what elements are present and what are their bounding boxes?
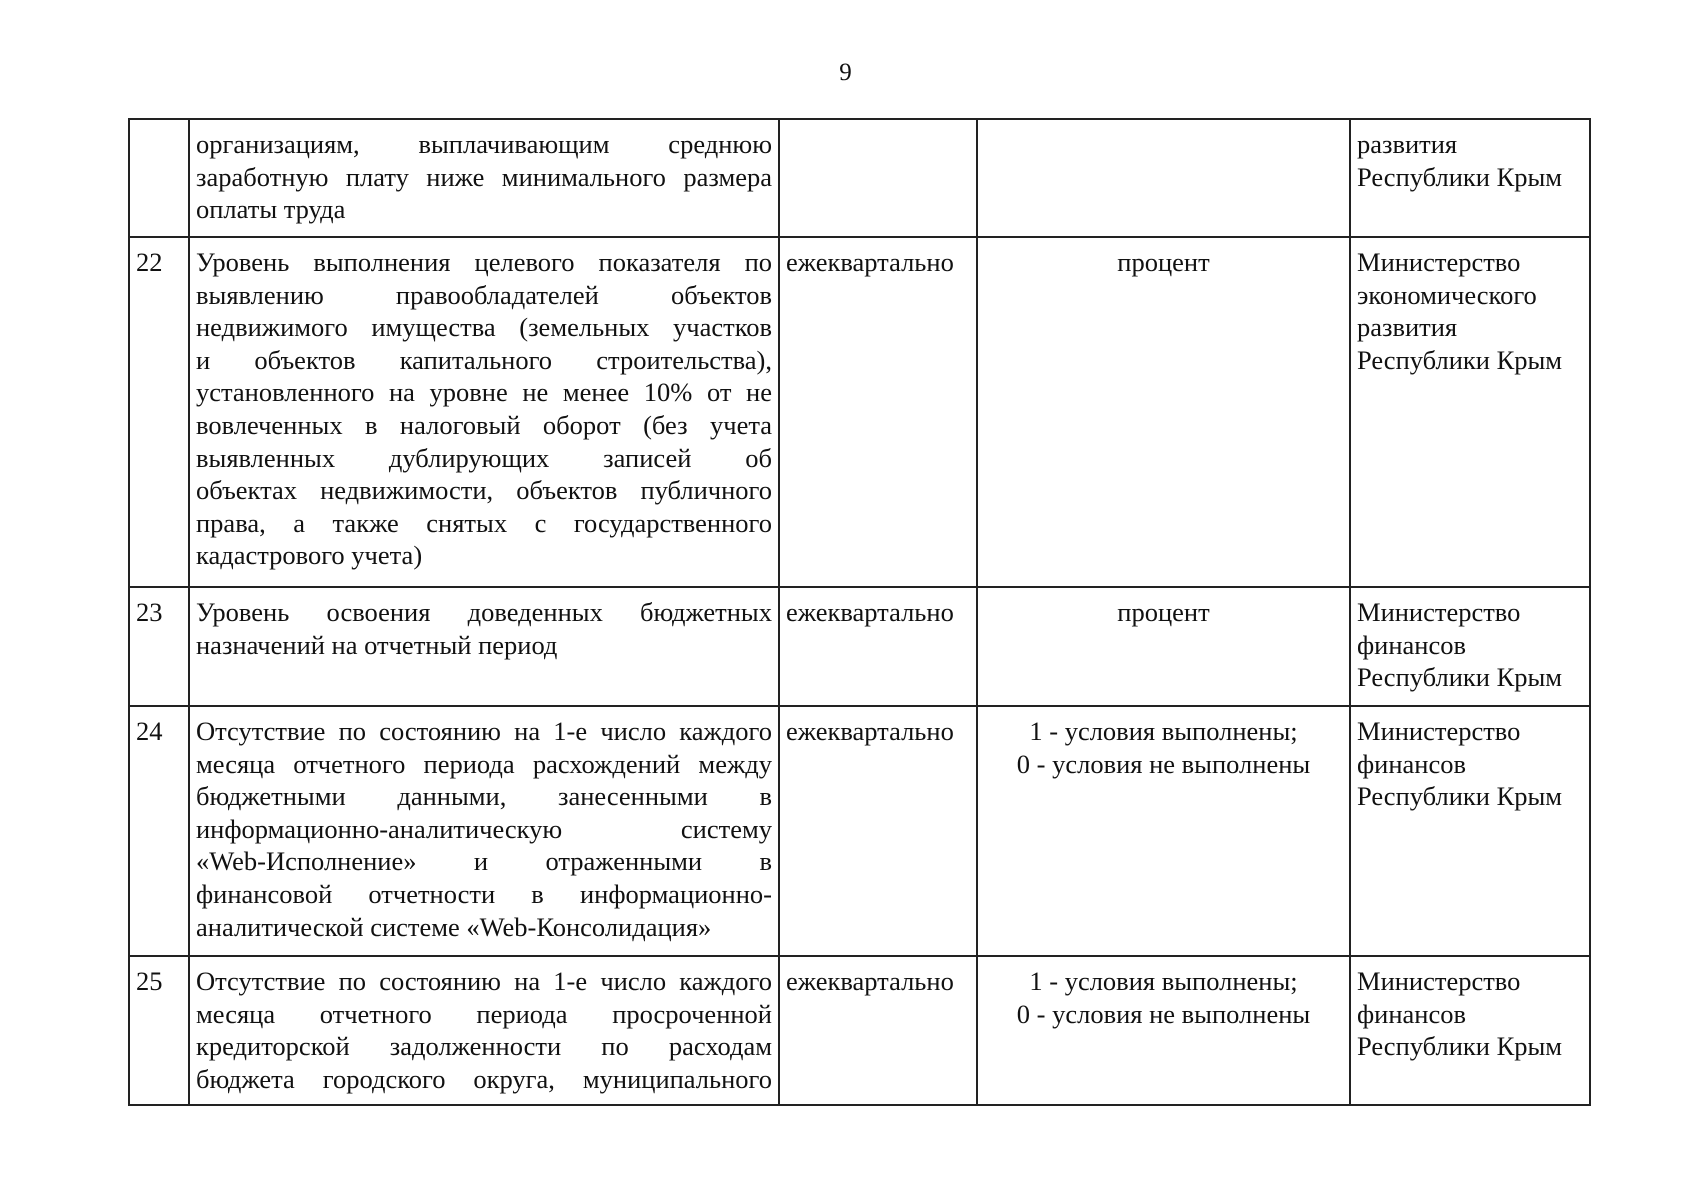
responsible-line: Министерство: [1357, 597, 1521, 627]
responsible-line: Республики Крым: [1357, 662, 1563, 693]
unit-line: 0 - условия не выполнены: [1016, 748, 1311, 779]
responsible-line: развития: [1357, 129, 1458, 159]
responsible-line: развития: [1357, 312, 1458, 343]
unit-line: 1 - условия выполнены;: [1029, 966, 1298, 996]
unit-line: процент: [1117, 597, 1210, 627]
indicator-name-line: выявлению правообладателей объектов: [196, 279, 772, 310]
responsible-line: Республики Крым: [1357, 781, 1563, 812]
responsible-line: Министерство: [1357, 247, 1521, 277]
indicator-name: [189, 956, 779, 1105]
responsible-body: [1350, 706, 1590, 956]
indicator-name-line: оплаты труда: [196, 194, 346, 225]
table-row: [129, 956, 1590, 1105]
table-row: [129, 706, 1590, 956]
table-row: [129, 237, 1590, 587]
indicator-name: [189, 587, 779, 706]
indicator-name-line: права, а также снятых с государственного: [196, 507, 772, 538]
row-number: 22: [129, 237, 189, 587]
indicator-name-line: аналитической системе «Web-Консолидация»: [196, 911, 712, 942]
responsible-body: [1350, 237, 1590, 587]
responsible-line: Республики Крым: [1357, 1031, 1563, 1062]
indicators-table: [128, 118, 1591, 1106]
indicator-name-line: «Web-Исполнение» и отраженными в: [196, 846, 772, 877]
indicator-name-line: объектах недвижимости, объектов публичного: [196, 475, 772, 506]
indicator-name-line: и объектов капитального строительства),: [196, 344, 772, 375]
unit-line: процент: [1117, 247, 1210, 277]
responsible-body: [1350, 956, 1590, 1105]
indicator-name-line: Отсутствие по состоянию на 1-е число каждого: [196, 716, 772, 746]
indicator-name-line: назначений на отчетный период: [196, 629, 558, 660]
indicator-name: [189, 706, 779, 956]
unit-of-measure: [977, 119, 1350, 237]
indicator-name-line: Отсутствие по состоянию на 1-е число каждого: [196, 966, 772, 996]
row-number: 23: [129, 587, 189, 706]
responsible-body: [1350, 587, 1590, 706]
indicator-name-line: выявленных дублирующих записей об: [196, 442, 772, 473]
indicator-name-line: установленного на уровне не менее 10% от не: [196, 377, 772, 408]
row-number: 24: [129, 706, 189, 956]
indicator-name-line: кредиторской задолженности по расходам: [196, 1031, 772, 1062]
page-number: 9: [839, 59, 852, 86]
unit-of-measure: [977, 237, 1350, 587]
indicator-name: [189, 237, 779, 587]
responsible-line: финансов: [1357, 748, 1467, 779]
reporting-period: ежеквартально: [779, 587, 977, 706]
unit-of-measure: [977, 706, 1350, 956]
indicator-name-line: месяца отчетного периода просроченной: [196, 998, 772, 1029]
reporting-period: [779, 119, 977, 237]
indicator-name-line: информационно-аналитическую систему: [196, 813, 772, 844]
responsible-body: [1350, 119, 1590, 237]
reporting-period: ежеквартально: [779, 237, 977, 587]
indicator-name-line: вовлеченных в налоговый оборот (без учета: [196, 409, 772, 440]
indicator-name-line: бюджета городского округа, муниципального: [196, 1063, 772, 1094]
indicator-name-line: месяца отчетного периода расхождений между: [196, 748, 772, 779]
row-number: [129, 119, 189, 237]
indicator-name-line: заработную плату ниже минимального размера: [196, 161, 772, 192]
unit-of-measure: [977, 956, 1350, 1105]
responsible-line: финансов: [1357, 629, 1467, 660]
indicator-name-line: недвижимого имущества (земельных участков: [196, 312, 772, 343]
indicator-name-line: финансовой отчетности в информационно-: [196, 878, 772, 909]
indicator-name-line: Уровень освоения доведенных бюджетных: [196, 597, 772, 627]
responsible-line: экономического: [1357, 279, 1537, 310]
indicator-name-line: бюджетными данными, занесенными в: [196, 781, 772, 812]
table-row: [129, 119, 1590, 237]
indicator-name-line: организациям, выплачивающим среднюю: [196, 129, 772, 159]
responsible-line: Республики Крым: [1357, 161, 1563, 192]
responsible-line: Министерство: [1357, 966, 1521, 996]
table-row: [129, 587, 1590, 706]
indicator-name-line: кадастрового учета): [196, 540, 423, 571]
indicator-name: [189, 119, 779, 237]
responsible-line: финансов: [1357, 998, 1467, 1029]
indicator-name-line: Уровень выполнения целевого показателя по: [196, 247, 772, 277]
responsible-line: Министерство: [1357, 716, 1521, 746]
reporting-period: ежеквартально: [779, 706, 977, 956]
reporting-period: ежеквартально: [779, 956, 977, 1105]
unit-of-measure: [977, 587, 1350, 706]
responsible-line: Республики Крым: [1357, 344, 1563, 375]
unit-line: 0 - условия не выполнены: [1016, 998, 1311, 1029]
unit-line: 1 - условия выполнены;: [1029, 716, 1298, 746]
row-number: 25: [129, 956, 189, 1105]
